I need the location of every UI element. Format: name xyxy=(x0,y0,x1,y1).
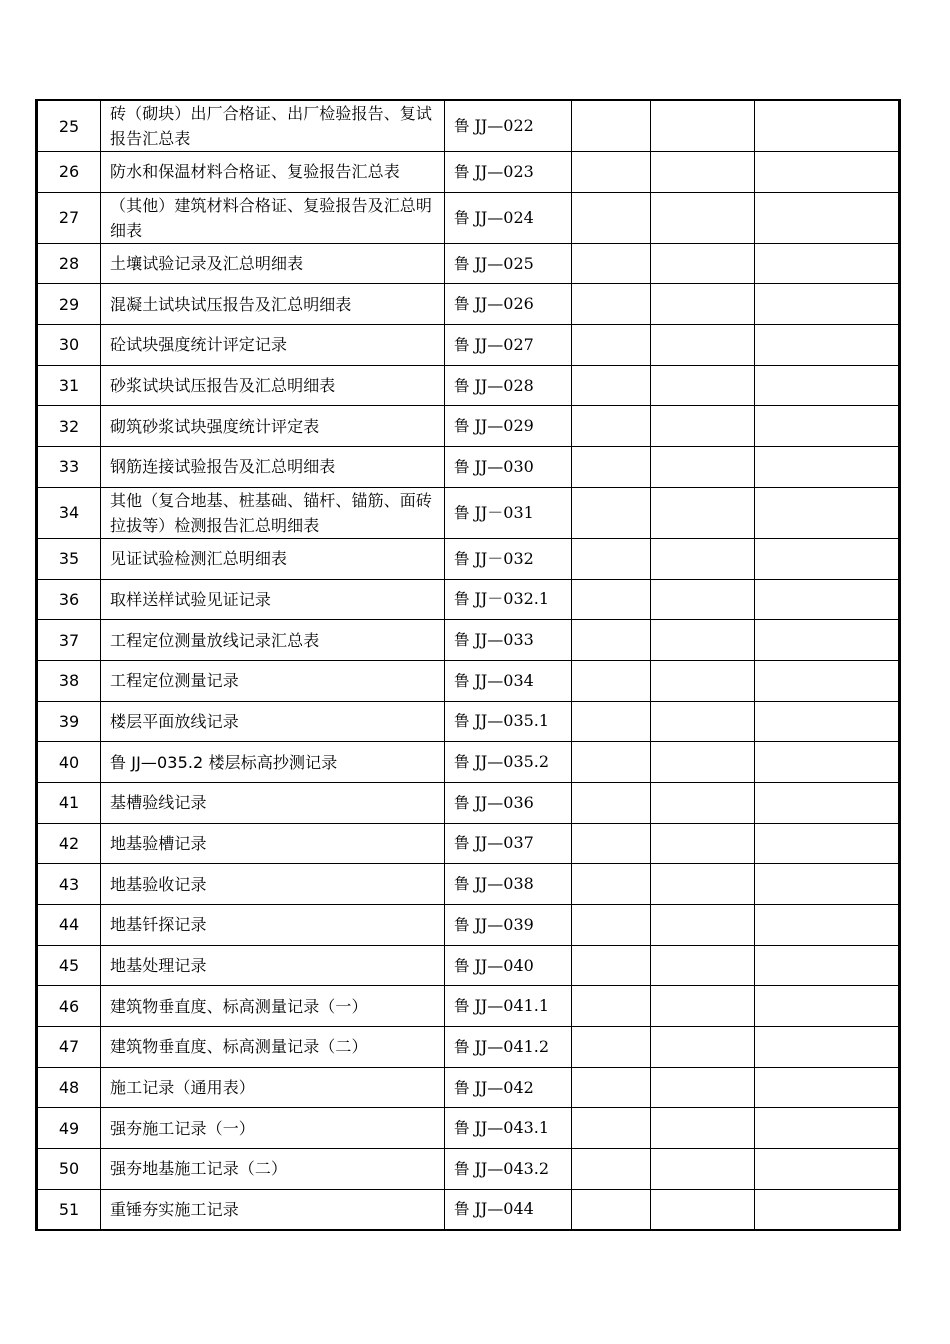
row-number: 34 xyxy=(37,487,101,538)
row-number: 25 xyxy=(37,100,101,152)
record-code xyxy=(445,864,572,905)
empty-cell-a xyxy=(572,406,651,447)
empty-cell-b xyxy=(651,1149,755,1190)
empty-cell-b xyxy=(651,538,755,579)
empty-cell-c xyxy=(755,1067,900,1108)
empty-cell-a xyxy=(572,986,651,1027)
empty-cell-c xyxy=(755,701,900,742)
record-code-prefix: 鲁 xyxy=(454,590,475,609)
record-code-prefix: 鲁 xyxy=(454,1200,475,1219)
record-code-number: JJ—024 xyxy=(474,207,534,227)
row-number: 49 xyxy=(37,1108,101,1149)
record-code-prefix: 鲁 xyxy=(454,549,475,568)
record-code-prefix: 鲁 xyxy=(454,834,475,853)
record-code xyxy=(445,660,572,701)
record-name: 工程定位测量记录 xyxy=(101,660,445,701)
row-number: 43 xyxy=(37,864,101,905)
empty-cell-a xyxy=(572,945,651,986)
empty-cell-c xyxy=(755,538,900,579)
row-number: 51 xyxy=(37,1189,101,1230)
record-code-number: JJ－032 xyxy=(474,548,534,568)
empty-cell-c xyxy=(755,243,900,284)
empty-cell-b xyxy=(651,1108,755,1149)
empty-cell-c xyxy=(755,325,900,366)
record-name: 地基处理记录 xyxy=(101,945,445,986)
empty-cell-b xyxy=(651,365,755,406)
record-code-number: JJ—023 xyxy=(474,161,534,181)
record-code xyxy=(445,284,572,325)
row-number: 29 xyxy=(37,284,101,325)
row-number: 32 xyxy=(37,406,101,447)
record-name: 取样送样试验见证记录 xyxy=(101,579,445,620)
empty-cell-c xyxy=(755,986,900,1027)
empty-cell-b xyxy=(651,152,755,193)
empty-cell-c xyxy=(755,1108,900,1149)
empty-cell-c xyxy=(755,620,900,661)
empty-cell-a xyxy=(572,660,651,701)
record-name: 砼试块强度统计评定记录 xyxy=(101,325,445,366)
record-code xyxy=(445,823,572,864)
record-name: 建筑物垂直度、标高测量记录（二） xyxy=(101,1027,445,1068)
record-code-prefix: 鲁 xyxy=(454,631,475,650)
empty-cell-b xyxy=(651,100,755,152)
record-code-number: JJ—037 xyxy=(474,833,534,853)
table-row xyxy=(37,660,900,701)
empty-cell-b xyxy=(651,447,755,488)
empty-cell-a xyxy=(572,742,651,783)
record-code xyxy=(445,742,572,783)
record-code-prefix: 鲁 xyxy=(454,254,475,273)
record-code-prefix: 鲁 xyxy=(454,162,475,181)
record-code-number: JJ—041.2 xyxy=(474,1036,550,1056)
row-number: 39 xyxy=(37,701,101,742)
row-number: 41 xyxy=(37,782,101,823)
record-code xyxy=(445,325,572,366)
empty-cell-b xyxy=(651,986,755,1027)
table-row xyxy=(37,1027,900,1068)
record-code-number: JJ－031 xyxy=(474,502,534,522)
empty-cell-c xyxy=(755,660,900,701)
empty-cell-b xyxy=(651,945,755,986)
record-code xyxy=(445,1189,572,1230)
empty-cell-a xyxy=(572,864,651,905)
record-code-number: JJ—025 xyxy=(474,253,534,273)
record-code xyxy=(445,1149,572,1190)
empty-cell-b xyxy=(651,487,755,538)
row-number: 27 xyxy=(37,192,101,243)
table-row xyxy=(37,1067,900,1108)
empty-cell-b xyxy=(651,579,755,620)
empty-cell-a xyxy=(572,538,651,579)
record-name: 楼层平面放线记录 xyxy=(101,701,445,742)
empty-cell-b xyxy=(651,284,755,325)
record-code xyxy=(445,447,572,488)
record-name: 地基钎探记录 xyxy=(101,905,445,946)
record-code xyxy=(445,1108,572,1149)
empty-cell-c xyxy=(755,945,900,986)
row-number: 38 xyxy=(37,660,101,701)
empty-cell-c xyxy=(755,742,900,783)
record-name: 砖（砌块）出厂合格证、出厂检验报告、复试报告汇总表 xyxy=(101,100,445,152)
record-code-number: JJ—035.2 xyxy=(474,752,550,772)
record-code-prefix: 鲁 xyxy=(454,1078,475,1097)
record-code-number: JJ—026 xyxy=(474,294,534,314)
table-row xyxy=(37,487,900,538)
record-code-prefix: 鲁 xyxy=(454,793,475,812)
row-number: 48 xyxy=(37,1067,101,1108)
record-code xyxy=(445,782,572,823)
empty-cell-c xyxy=(755,284,900,325)
record-code-prefix: 鲁 xyxy=(454,1037,475,1056)
table-row xyxy=(37,365,900,406)
empty-cell-b xyxy=(651,192,755,243)
record-code xyxy=(445,152,572,193)
record-code xyxy=(445,365,572,406)
record-name: 其他（复合地基、桩基础、锚杆、锚筋、面砖拉拔等）检测报告汇总明细表 xyxy=(101,487,445,538)
record-code-number: JJ—035.1 xyxy=(474,711,550,731)
record-code-number: JJ—041.1 xyxy=(474,996,550,1016)
record-code-prefix: 鲁 xyxy=(454,503,475,522)
record-name: 重锤夯实施工记录 xyxy=(101,1189,445,1230)
table-row xyxy=(37,1149,900,1190)
record-code-prefix: 鲁 xyxy=(454,1159,475,1178)
table-row xyxy=(37,152,900,193)
empty-cell-c xyxy=(755,1027,900,1068)
table-row xyxy=(37,100,900,152)
record-code xyxy=(445,1067,572,1108)
empty-cell-a xyxy=(572,905,651,946)
empty-cell-a xyxy=(572,620,651,661)
record-code xyxy=(445,986,572,1027)
empty-cell-a xyxy=(572,487,651,538)
record-code xyxy=(445,100,572,152)
record-name: 砂浆试块试压报告及汇总明细表 xyxy=(101,365,445,406)
record-code-number: JJ—039 xyxy=(474,914,534,934)
record-name: 工程定位测量放线记录汇总表 xyxy=(101,620,445,661)
empty-cell-c xyxy=(755,1189,900,1230)
record-code-prefix: 鲁 xyxy=(454,295,475,314)
empty-cell-c xyxy=(755,100,900,152)
record-code xyxy=(445,192,572,243)
empty-cell-b xyxy=(651,782,755,823)
empty-cell-b xyxy=(651,325,755,366)
empty-cell-b xyxy=(651,742,755,783)
record-code-number: JJ—042 xyxy=(474,1077,534,1097)
table-row xyxy=(37,538,900,579)
table-row xyxy=(37,406,900,447)
table-row xyxy=(37,325,900,366)
record-name: 基槽验线记录 xyxy=(101,782,445,823)
record-code xyxy=(445,905,572,946)
empty-cell-a xyxy=(572,823,651,864)
empty-cell-c xyxy=(755,447,900,488)
empty-cell-c xyxy=(755,905,900,946)
record-code-number: JJ—027 xyxy=(474,334,534,354)
row-number: 30 xyxy=(37,325,101,366)
record-code-prefix: 鲁 xyxy=(454,671,475,690)
empty-cell-c xyxy=(755,579,900,620)
record-code-number: JJ—036 xyxy=(474,792,534,812)
record-name: 建筑物垂直度、标高测量记录（一） xyxy=(101,986,445,1027)
record-name: 强夯施工记录（一） xyxy=(101,1108,445,1149)
record-code-number: JJ—040 xyxy=(474,955,534,975)
record-code-prefix: 鲁 xyxy=(454,1119,475,1138)
table-row xyxy=(37,823,900,864)
empty-cell-b xyxy=(651,1189,755,1230)
record-code-prefix: 鲁 xyxy=(454,208,475,227)
empty-cell-b xyxy=(651,243,755,284)
record-code-prefix: 鲁 xyxy=(454,753,475,772)
row-number: 35 xyxy=(37,538,101,579)
record-name: 地基验槽记录 xyxy=(101,823,445,864)
row-number: 26 xyxy=(37,152,101,193)
record-code-prefix: 鲁 xyxy=(454,997,475,1016)
record-code-number: JJ—043.2 xyxy=(474,1158,550,1178)
empty-cell-c xyxy=(755,823,900,864)
record-code xyxy=(445,243,572,284)
row-number: 36 xyxy=(37,579,101,620)
empty-cell-a xyxy=(572,579,651,620)
record-code-number: JJ—033 xyxy=(474,630,534,650)
empty-cell-a xyxy=(572,192,651,243)
record-code-number: JJ—030 xyxy=(474,456,534,476)
record-code xyxy=(445,701,572,742)
table-row xyxy=(37,782,900,823)
record-code xyxy=(445,945,572,986)
row-number: 50 xyxy=(37,1149,101,1190)
record-code-prefix: 鲁 xyxy=(454,335,475,354)
empty-cell-a xyxy=(572,365,651,406)
table-row xyxy=(37,864,900,905)
empty-cell-b xyxy=(651,660,755,701)
row-number: 33 xyxy=(37,447,101,488)
empty-cell-b xyxy=(651,406,755,447)
empty-cell-b xyxy=(651,701,755,742)
table-row xyxy=(37,986,900,1027)
record-code xyxy=(445,579,572,620)
record-code-number: JJ—038 xyxy=(474,874,534,894)
record-code xyxy=(445,406,572,447)
record-code-prefix: 鲁 xyxy=(454,915,475,934)
row-number: 28 xyxy=(37,243,101,284)
row-number: 37 xyxy=(37,620,101,661)
empty-cell-a xyxy=(572,1149,651,1190)
empty-cell-b xyxy=(651,1067,755,1108)
record-name: 施工记录（通用表） xyxy=(101,1067,445,1108)
record-code-number: JJ—028 xyxy=(474,375,534,395)
record-code-number: JJ—029 xyxy=(474,416,534,436)
record-code-number: JJ—043.1 xyxy=(474,1118,550,1138)
record-code-prefix: 鲁 xyxy=(454,417,475,436)
table-row xyxy=(37,284,900,325)
record-code-number: JJ—034 xyxy=(474,670,534,690)
empty-cell-a xyxy=(572,1027,651,1068)
empty-cell-a xyxy=(572,152,651,193)
table-row xyxy=(37,1189,900,1230)
empty-cell-b xyxy=(651,823,755,864)
empty-cell-c xyxy=(755,406,900,447)
record-code-prefix: 鲁 xyxy=(454,117,475,135)
record-name: 砌筑砂浆试块强度统计评定表 xyxy=(101,406,445,447)
empty-cell-a xyxy=(572,100,651,152)
empty-cell-a xyxy=(572,1108,651,1149)
record-name: 土壤试验记录及汇总明细表 xyxy=(101,243,445,284)
empty-cell-c xyxy=(755,487,900,538)
record-name: 混凝土试块试压报告及汇总明细表 xyxy=(101,284,445,325)
record-name: 钢筋连接试验报告及汇总明细表 xyxy=(101,447,445,488)
record-code-number: JJ－032.1 xyxy=(474,589,550,609)
empty-cell-a xyxy=(572,284,651,325)
empty-cell-a xyxy=(572,701,651,742)
row-number: 45 xyxy=(37,945,101,986)
record-code xyxy=(445,538,572,579)
record-code xyxy=(445,1027,572,1068)
empty-cell-c xyxy=(755,782,900,823)
row-number: 40 xyxy=(37,742,101,783)
record-code-prefix: 鲁 xyxy=(454,956,475,975)
empty-cell-b xyxy=(651,864,755,905)
row-number: 47 xyxy=(37,1027,101,1068)
record-code-prefix: 鲁 xyxy=(454,376,475,395)
record-code-prefix: 鲁 xyxy=(454,875,475,894)
table-row xyxy=(37,701,900,742)
table-row xyxy=(37,620,900,661)
empty-cell-a xyxy=(572,1067,651,1108)
empty-cell-b xyxy=(651,1027,755,1068)
empty-cell-c xyxy=(755,192,900,243)
table-row xyxy=(37,579,900,620)
empty-cell-c xyxy=(755,152,900,193)
record-code xyxy=(445,487,572,538)
empty-cell-c xyxy=(755,864,900,905)
record-name: 强夯地基施工记录（二） xyxy=(101,1149,445,1190)
empty-cell-a xyxy=(572,243,651,284)
row-number: 46 xyxy=(37,986,101,1027)
empty-cell-b xyxy=(651,905,755,946)
empty-cell-c xyxy=(755,1149,900,1190)
row-number: 31 xyxy=(37,365,101,406)
records-table xyxy=(35,99,901,1231)
empty-cell-a xyxy=(572,447,651,488)
record-code-number: JJ—022 xyxy=(474,116,534,135)
record-code-prefix: 鲁 xyxy=(454,457,475,476)
table-row xyxy=(37,1108,900,1149)
empty-cell-a xyxy=(572,325,651,366)
table-row xyxy=(37,447,900,488)
record-code xyxy=(445,620,572,661)
empty-cell-a xyxy=(572,782,651,823)
record-code-number: JJ—044 xyxy=(474,1199,534,1219)
record-code-prefix: 鲁 xyxy=(454,712,475,731)
record-name: 防水和保温材料合格证、复验报告汇总表 xyxy=(101,152,445,193)
row-number: 44 xyxy=(37,905,101,946)
record-name: 鲁 JJ—035.2 楼层标高抄测记录 xyxy=(101,742,445,783)
record-name: 见证试验检测汇总明细表 xyxy=(101,538,445,579)
table-row xyxy=(37,243,900,284)
empty-cell-b xyxy=(651,620,755,661)
empty-cell-a xyxy=(572,1189,651,1230)
empty-cell-c xyxy=(755,365,900,406)
row-number: 42 xyxy=(37,823,101,864)
record-name: （其他）建筑材料合格证、复验报告及汇总明细表 xyxy=(101,192,445,243)
table-row xyxy=(37,945,900,986)
table-row xyxy=(37,905,900,946)
table-body xyxy=(37,100,900,1230)
table-row xyxy=(37,742,900,783)
record-name: 地基验收记录 xyxy=(101,864,445,905)
table-row xyxy=(37,192,900,243)
